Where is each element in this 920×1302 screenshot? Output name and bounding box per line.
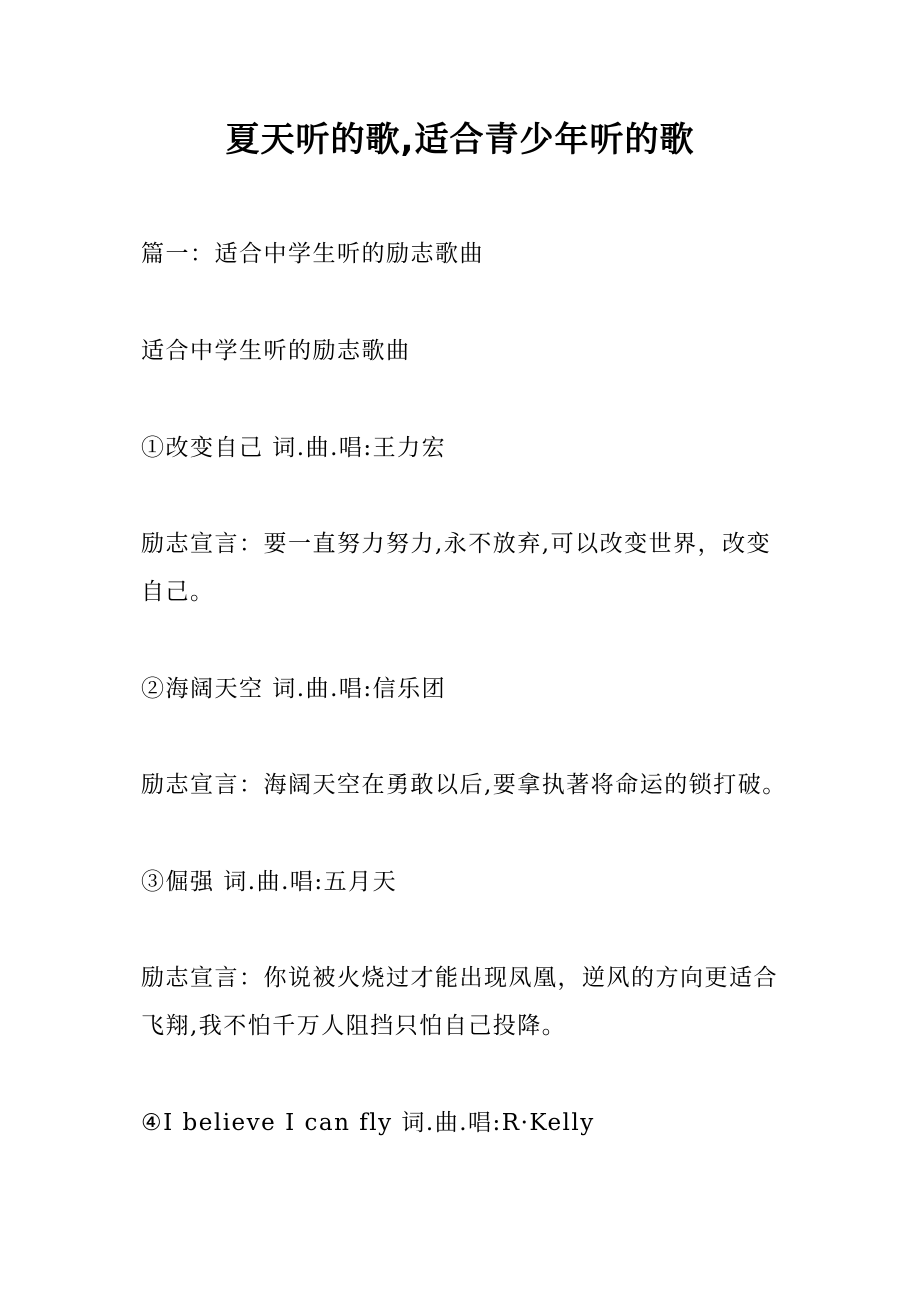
text-line: ①改变自己 词.曲.唱:王力宏 — [141, 435, 447, 461]
song-motto-3 — [141, 954, 801, 1050]
song-motto-2 — [141, 761, 801, 809]
text-line: 飞翔,我不怕千万人阻挡只怕自己投降。 — [141, 1013, 567, 1039]
song-entry-1 — [141, 424, 801, 472]
section-heading — [141, 230, 801, 278]
song-entry-3 — [141, 858, 801, 906]
song-motto-1 — [141, 520, 801, 616]
text-line: 励志宣言：海阔天空在勇敢以后,要拿执著将命运的锁打破。 — [141, 772, 787, 798]
text-line: 励志宣言：你说被火烧过才能出现凤凰，逆风的方向更适合 — [141, 965, 778, 991]
text-line: ④I believe I can fly 词.曲.唱:R·Kelly — [141, 1110, 595, 1136]
song-entry-4 — [141, 1099, 801, 1147]
paragraph — [141, 327, 801, 375]
text-line: 篇一：适合中学生听的励志歌曲 — [141, 241, 484, 267]
text-line: 励志宣言：要一直努力努力,永不放弃,可以改变世界，改变 — [141, 531, 772, 557]
text-line: ③倔强 词.曲.唱:五月天 — [141, 869, 398, 895]
text-line: 适合中学生听的励志歌曲 — [141, 338, 411, 364]
document-title: 夏天听的歌,适合青少年听的歌 — [225, 120, 695, 160]
text-line: 自己。 — [141, 579, 215, 605]
text-line: ②海阔天空 词.曲.唱:信乐团 — [141, 676, 447, 702]
song-entry-2 — [141, 665, 801, 713]
